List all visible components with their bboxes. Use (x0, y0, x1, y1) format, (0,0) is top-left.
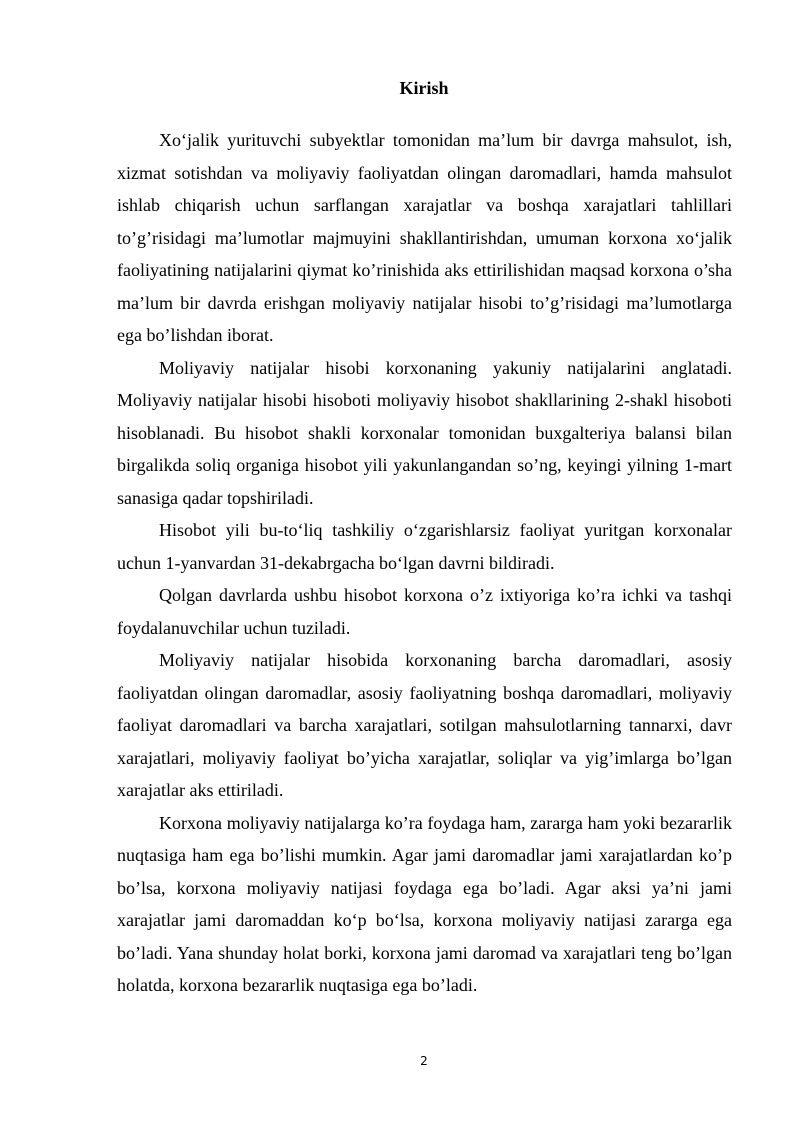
paragraph-3: Hisobot yili bu-to‘liq tashkiliy o‘zgarishlarsiz faoliyat yuritgan korxonalar uchun 1-yanvardan 31-dekabrgacha bo‘lgan davrni bildiradi. (117, 520, 732, 573)
page-number: 2 (420, 1054, 428, 1068)
body-text (117, 124, 732, 1002)
paragraph-2: Moliyaviy natijalar hisobi korxonaning yakuniy natijalarini anglatadi. Moliyaviy natijalar hisobi hisoboti moliyaviy hisobot shakllarining 2-shakl hisoboti hisoblanadi. Bu hisobot shakli korxonalar tomonidan buxgalteriya balansi bilan birgalikda soliq organiga hisobot yili yakunlangandan so’ng, keyingi yilning 1-mart sanasiga qadar topshiriladi. (117, 357, 732, 508)
paragraph-6: Korxona moliyaviy natijalarga ko’ra foydaga ham, zararga ham yoki bezararlik nuqtasiga ham ega bo’lishi mumkin. Agar jami daromadlar jami xarajatlardan ko’p bo’lsa, korxona moliyaviy natijasi foydaga ega bo’ladi. Agar aksi ya’ni jami xarajatlar jami daromaddan ko‘p bo‘lsa, korxona moliyaviy natijasi zararga ega bo’ladi. Yana shunday holat borki, korxona jami daromad va xarajatlari teng bo’lgan holatda, korxona bezararlik nuqtasiga ega bo’ladi. (117, 812, 732, 995)
paragraph-4: Qolgan davrlarda ushbu hisobot korxona o’z ixtiyoriga ko’ra ichki va tashqi foydalanuvchilar uchun tuziladi. (117, 585, 732, 638)
paragraph-1: Xo‘jalik yurituvchi subyektlar tomonidan ma’lum bir davrga mahsulot, ish, xizmat sotishdan va moliyaviy faoliyatdan olingan daromadlari, hamda mahsulot ishlab chiqarish uchun sarflangan xarajatlar va boshqa xarajatlari tahlillari to’g’risidagi ma’lumotlar majmuyini shakllantirishdan, umuman korxona xo‘jalik faoliyatining natijalarini qiymat ko’rinishida aks ettirilishidan maqsad korxona o’sha ma’lum bir davrda erishgan moliyaviy natijalar hisobi to’g’risidagi ma’lumotlarga ega bo’lishdan iborat. (117, 130, 732, 345)
page-title: Kirish (399, 78, 449, 98)
paragraph-5: Moliyaviy natijalar hisobida korxonaning barcha daromadlari, asosiy faoliyatdan olingan daromadlar, asosiy faoliyatning boshqa daromadlari, moliyaviy faoliyat daromadlari va barcha xarajatlari, sotilgan mahsulotlarning tannarxi, davr xarajatlari, moliyaviy faoliyat bo’yicha xarajatlar, soliqlar va yig’imlarga bo’lgan xarajatlar aks ettiriladi. (117, 650, 732, 800)
